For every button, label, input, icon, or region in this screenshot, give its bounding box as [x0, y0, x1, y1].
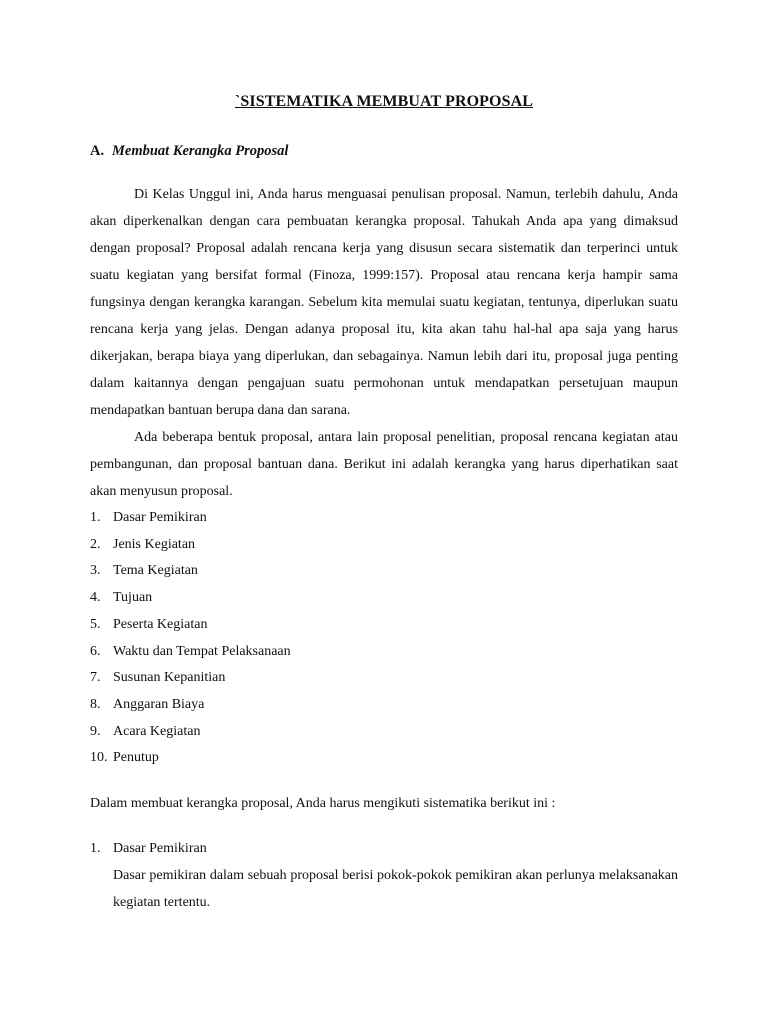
section-a-title: Membuat Kerangka Proposal [112, 143, 289, 159]
list-item-number: 2. [90, 536, 101, 552]
list-item-number: 7. [90, 670, 101, 686]
document-title: `SISTEMATIKA MEMBUAT PROPOSAL [234, 93, 534, 110]
outline-list [90, 505, 678, 772]
list-item-number: 3. [90, 563, 101, 579]
list-item [90, 719, 678, 746]
list-item-label: Acara Kegiatan [113, 723, 201, 739]
paragraph-block-2 [90, 424, 678, 505]
paragraph-block-1 [90, 181, 678, 424]
list-item [90, 639, 678, 666]
systematics-intro: Dalam membuat kerangka proposal, Anda harus mengikuti sistematika berikut ini : [90, 796, 556, 811]
list-item-label: Dasar Pemikiran [113, 510, 207, 525]
section-a-letter: A. [90, 143, 105, 159]
list-item [90, 692, 678, 719]
list-item-number: 10. [90, 750, 108, 766]
list-item-label: Jenis Kegiatan [113, 536, 196, 552]
subsection-dasar-pemikiran [90, 835, 678, 916]
body-paragraph: Di Kelas Unggul ini, Anda harus menguasai penulisan proposal. Namun, terlebih dahulu, Anda akan diperkenalkan dengan cara pembuatan kerangka proposal. Tahukah Anda apa yang dimaksud dengan proposal? Proposal adalah rencana kerja yang disusun secara sistematik dan terperinci untuk suatu kegiatan yang bersifat formal (Finoza, 1999:157). Proposal atau rencana kerja hampir sama fungsinya dengan kerangka karangan. Sebelum kita memulai suatu kegiatan, tentunya, diperlukan suatu rencana kerja yang jelas. Dengan adanya proposal itu, kita akan tahu hal-hal apa saja yang harus dikerjakan, berapa biaya yang diperlukan, dan sebagainya. Namun lebih dari itu, proposal juga penting dalam kaitannya dengan pengajuan suatu permohonan untuk mendapatkan persetujuan maupun mendapatkan bantuan berupa dana dan sarana. [90, 187, 678, 418]
list-item [90, 585, 678, 612]
subsection-title: Dasar Pemikiran [113, 841, 207, 856]
list-item-number: 6. [90, 643, 101, 659]
list-item-label: Waktu dan Tempat Pelaksanaan [113, 643, 291, 659]
list-item-label: Susunan Kepanitian [113, 670, 226, 686]
list-item [90, 665, 678, 692]
list-item-label: Peserta Kegiatan [113, 616, 208, 632]
body-paragraph: Ada beberapa bentuk proposal, antara lain proposal penelitian, proposal rencana kegiatan atau pembangunan, dan proposal bantuan dana. Berikut ini adalah kerangka yang harus diperhatikan saat akan menyusun proposal. [90, 430, 678, 499]
list-item-number: 5. [90, 616, 101, 632]
section-a-heading [90, 143, 288, 160]
subsection-heading [90, 835, 678, 862]
list-item-label: Penutup [113, 750, 159, 766]
list-item-label: Tema Kegiatan [113, 563, 198, 579]
list-item-label: Anggaran Biaya [113, 696, 205, 712]
list-item [90, 505, 678, 532]
list-item-number: 8. [90, 696, 101, 712]
list-item-number: 4. [90, 590, 101, 606]
list-item [90, 612, 678, 639]
subsection-number: 1. [90, 841, 101, 856]
subsection-body: Dasar pemikiran dalam sebuah proposal berisi pokok-pokok pemikiran akan perlunya melaksanakan kegiatan tertentu. [113, 868, 678, 910]
list-item-number: 9. [90, 723, 101, 739]
list-item-number: 1. [90, 510, 101, 525]
list-item [90, 745, 678, 772]
list-item [90, 532, 678, 559]
list-item [90, 558, 678, 585]
list-item-label: Tujuan [113, 590, 153, 606]
